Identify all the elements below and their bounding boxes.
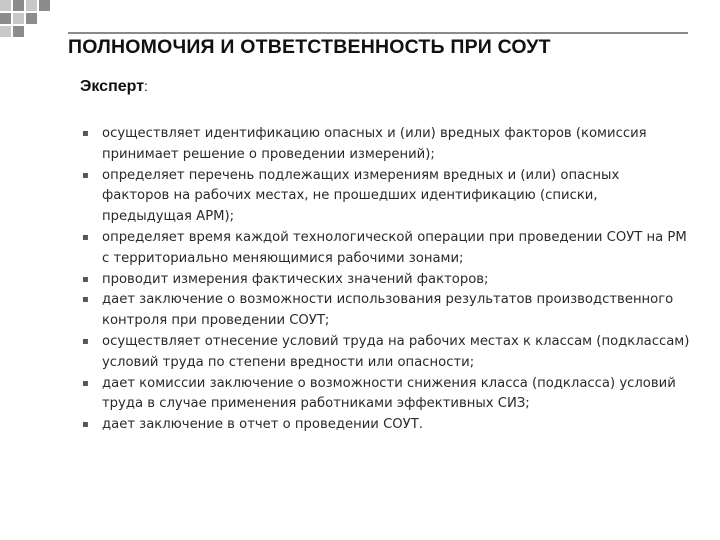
title-rule	[68, 32, 688, 34]
list-item	[80, 332, 690, 374]
bullet-icon: ▪	[82, 273, 89, 285]
subtitle-colon: :	[144, 78, 148, 94]
corner-square	[0, 0, 11, 11]
corner-square	[0, 13, 11, 24]
list-item-text: осуществляет идентификацию опасных и (или) вредных факторов (комиссия принимает решение о проведении измерений);	[102, 126, 647, 162]
list-item	[80, 374, 690, 416]
corner-square	[0, 26, 11, 37]
bullet-icon: ▪	[82, 169, 89, 181]
slide-title: ПОЛНОМОЧИЯ И ОТВЕТСТВЕННОСТЬ ПРИ СОУТ	[68, 36, 551, 58]
corner-decoration	[0, 0, 60, 40]
corner-square	[26, 0, 37, 11]
list-item-text: осуществляет отнесение условий труда на рабочих местах к классам (подклассам) условий труда по степени вредности или опасности;	[102, 333, 690, 370]
duties-list	[80, 124, 690, 436]
corner-square	[13, 13, 24, 24]
list-item	[80, 124, 690, 166]
bullet-icon: ▪	[82, 128, 89, 139]
list-item	[80, 228, 690, 270]
list-item	[80, 166, 690, 228]
list-item	[80, 415, 690, 436]
list-item-text: определяет перечень подлежащих измерениям вредных и (или) опасных факторов на рабочих местах, не прошедших идентификацию (списки, предыдущая АРМ);	[102, 167, 620, 225]
subtitle-text: Эксперт	[80, 78, 145, 95]
list-item	[80, 290, 690, 332]
corner-square	[39, 0, 50, 11]
slide-subtitle	[80, 78, 148, 96]
corner-square	[26, 13, 37, 24]
list-item-text: определяет время каждой технологической операции при проведении СОУТ на РМ с территориально меняющимися рабочими зонами;	[102, 229, 687, 266]
list-item-text: дает заключение в отчет о проведении СОУТ.	[102, 417, 423, 433]
list-item-text: дает комиссии заключение о возможности снижения класса (подкласса) условий труда в случае применения работниками эффективных СИЗ;	[102, 375, 676, 412]
corner-square	[13, 0, 24, 11]
bullet-icon: ▪	[82, 294, 89, 306]
list-item	[80, 270, 690, 291]
bullet-icon: ▪	[82, 335, 89, 347]
bullet-icon: ▪	[82, 231, 89, 243]
list-item-text: проводит измерения фактических значений факторов;	[102, 271, 489, 287]
corner-square	[13, 26, 24, 37]
bullet-icon: ▪	[82, 419, 89, 431]
list-item-text: дает заключение о возможности использования результатов производственного контроля при проведении СОУТ;	[102, 292, 674, 329]
bullet-icon: ▪	[82, 377, 89, 389]
